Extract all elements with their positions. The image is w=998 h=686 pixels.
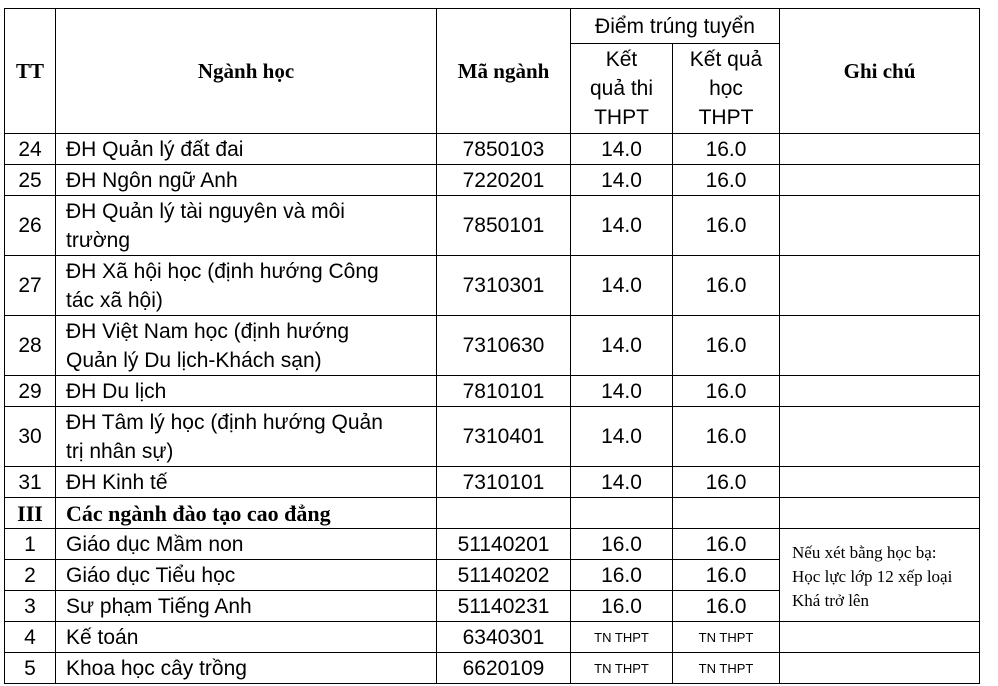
cell-tt: 31 [5,467,56,498]
cell-ma: 7810101 [437,376,571,407]
cell-tt: 28 [5,316,56,376]
cell-thi: 14.0 [571,256,673,316]
cell-ma: 7310630 [437,316,571,376]
cell-note [780,653,980,684]
cell-tt: 2 [5,560,56,591]
header-ket-qua-thi [571,44,673,134]
header-ket-qua-hoc-line: học [709,77,743,100]
cell-tt: 1 [5,529,56,560]
cell-nganh: ĐH Quản lý đất đai [56,134,437,165]
cell-note [780,256,980,316]
cell-note [780,407,980,467]
cell-ma: 7850101 [437,196,571,256]
cell-note [780,467,980,498]
cell-hoc: 16.0 [673,591,780,622]
cell-note [780,165,980,196]
cell-thi: TN THPT [571,653,673,684]
cell-nganh [56,196,437,256]
cell-thi: 14.0 [571,196,673,256]
table-row [5,316,980,376]
cell-nganh: ĐH Du lịch [56,376,437,407]
cell-ma: 7310101 [437,467,571,498]
cell-thi: 14.0 [571,407,673,467]
cell-ma: 6340301 [437,622,571,653]
cell-nganh: Giáo dục Mầm non [56,529,437,560]
cell-note [780,376,980,407]
table-row [5,165,980,196]
cell-hoc: 16.0 [673,165,780,196]
cell-hoc: 16.0 [673,316,780,376]
header-diem-trung-tuyen: Điểm trúng tuyển [571,9,780,44]
cell-ma: 51140201 [437,529,571,560]
cell-tt: 5 [5,653,56,684]
cell-nganh [56,256,437,316]
cell-ma: 6620109 [437,653,571,684]
note-line: Học lực lớp 12 xếp loại [792,567,953,586]
cell-hoc: 16.0 [673,560,780,591]
cell-thi [571,498,673,529]
cell-nganh-line: tác xã hội) [66,288,163,312]
cell-hoc [673,498,780,529]
cell-hoc: 16.0 [673,467,780,498]
table-row [5,256,980,316]
cell-thi: TN THPT [571,622,673,653]
note-line: Khá trở lên [792,591,869,610]
cell-nganh-line: ĐH Tâm lý học (định hướng Quản [66,410,383,434]
cell-tt: 4 [5,622,56,653]
cell-hoc: TN THPT [673,653,780,684]
cell-ma: 7220201 [437,165,571,196]
cell-note [780,134,980,165]
cell-note [780,498,980,529]
table-row [5,653,980,684]
header-ket-qua-hoc-line: Kết quả [689,48,763,71]
cell-note [780,316,980,376]
header-ket-qua-thi-line: THPT [594,106,649,129]
table-row [5,134,980,165]
header-ghi-chu: Ghi chú [780,9,980,134]
table-row [5,196,980,256]
cell-nganh: Khoa học cây trồng [56,653,437,684]
cell-hoc: 16.0 [673,376,780,407]
cell-tt: 3 [5,591,56,622]
cell-nganh-line: trị nhân sự) [66,439,174,463]
section-title: Các ngành đào tạo cao đẳng [56,498,437,529]
cell-ma: 51140231 [437,591,571,622]
cell-ma: 7310401 [437,407,571,467]
cell-thi: 16.0 [571,560,673,591]
cell-thi: 14.0 [571,316,673,376]
cell-thi: 14.0 [571,376,673,407]
cell-thi: 16.0 [571,591,673,622]
cell-ma: 7850103 [437,134,571,165]
header-ket-qua-hoc [673,44,780,134]
cell-nganh-line: trường [66,228,131,252]
cell-tt: 30 [5,407,56,467]
cell-tt: 27 [5,256,56,316]
table-row [5,376,980,407]
cell-tt: 24 [5,134,56,165]
cell-nganh-line: ĐH Xã hội học (định hướng Công [66,259,379,283]
cell-nganh [56,407,437,467]
table-row [5,407,980,467]
table-row [5,529,980,560]
cell-thi: 14.0 [571,467,673,498]
header-nganh-hoc: Ngành học [56,9,437,134]
table-row [5,622,980,653]
cell-tt: 25 [5,165,56,196]
header-ma-nganh: Mã ngành [437,9,571,134]
section-row [5,498,980,529]
cell-ma [437,498,571,529]
cell-nganh: ĐH Kinh tế [56,467,437,498]
cell-hoc: TN THPT [673,622,780,653]
cell-nganh-line: ĐH Việt Nam học (định hướng [66,319,350,343]
cell-thi: 14.0 [571,165,673,196]
cell-nganh-line: ĐH Quản lý tài nguyên và môi [66,199,345,223]
cell-hoc: 16.0 [673,256,780,316]
cell-ma: 7310301 [437,256,571,316]
cell-tt: 29 [5,376,56,407]
cell-thi: 14.0 [571,134,673,165]
cell-hoc: 16.0 [673,196,780,256]
header-ket-qua-hoc-line: THPT [698,106,754,129]
cell-nganh-line: Quản lý Du lịch-Khách sạn) [66,348,322,372]
header-ket-qua-thi-line: quả thi [589,77,654,100]
cell-nganh: Giáo dục Tiểu học [56,560,437,591]
header-tt: TT [5,9,56,134]
header-ket-qua-thi-line: Kết [605,48,638,71]
cell-hoc: 16.0 [673,529,780,560]
cell-hoc: 16.0 [673,407,780,467]
cell-nganh [56,316,437,376]
table-row [5,467,980,498]
admission-score-table [4,8,980,684]
cell-note [780,622,980,653]
section-number: III [5,498,56,529]
cell-nganh: Kế toán [56,622,437,653]
cell-note [780,196,980,256]
cell-nganh: ĐH Ngôn ngữ Anh [56,165,437,196]
cell-tt: 26 [5,196,56,256]
cell-nganh: Sư phạm Tiếng Anh [56,591,437,622]
cell-thi: 16.0 [571,529,673,560]
cell-ma: 51140202 [437,560,571,591]
note-line: Nếu xét bằng học bạ: [792,543,937,562]
note-cell [780,529,980,622]
cell-hoc: 16.0 [673,134,780,165]
